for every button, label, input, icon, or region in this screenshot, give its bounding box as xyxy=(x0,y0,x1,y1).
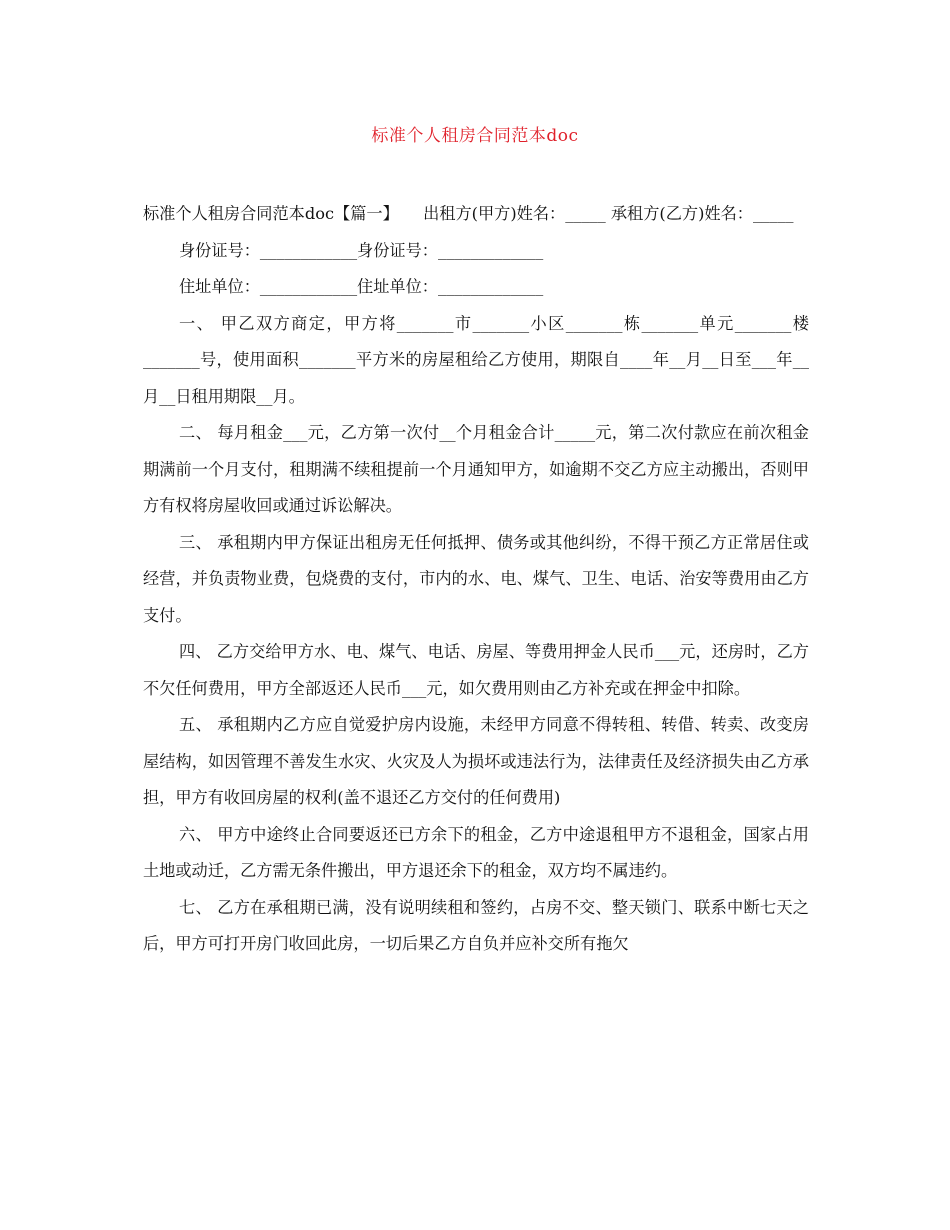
paragraph-addresses: 住址单位：____________住址单位：_____________ xyxy=(179,277,544,296)
paragraph-clause-7: 七、 乙方在承租期已满，没有说明续租和签约，占房不交、整天锁门、联系中断七天之后，甲方可打开房门收回此房，一切后果乙方自负并应补交所有拖欠 xyxy=(143,897,809,953)
paragraph-id-numbers: 身份证号：____________身份证号：_____________ xyxy=(179,240,544,260)
document-body xyxy=(143,196,809,963)
document-title: 标准个人租房合同范本doc xyxy=(371,126,579,146)
paragraph-clause-3: 三、 承租期内甲方保证出租房无任何抵押、债务或其他纠纷，不得干预乙方正常居住或经营，并负责物业费，包烧费的支付，市内的水、电、煤气、卫生、电话、治安等费用由乙方支付。 xyxy=(143,532,809,625)
paragraph-clause-6: 六、 甲方中途终止合同要返还已方余下的租金，乙方中途退租甲方不退租金，国家占用土地或动迁，乙方需无条件搬出，甲方退还余下的租金，双方均不属违约。 xyxy=(143,824,809,880)
paragraph-clause-5: 五、 承租期内乙方应自觉爱护房内设施，未经甲方同意不得转租、转借、转卖、改变房屋结构，如因管理不善发生水灾、火灾及人为损坏或违法行为，法律责任及经济损失由乙方承担，甲方有收回房屋的权利(盖不退还乙方交付的任何费用) xyxy=(143,715,809,807)
paragraph-header: 标准个人租房合同范本doc【篇一】 出租方(甲方)姓名：_____ 承租方(乙方)姓名：_____ xyxy=(143,204,794,223)
paragraph-clause-2: 二、 每月租金___元，乙方第一次付__个月租金合计_____元，第二次付款应在前次租金期满前一个月支付，租期满不续租提前一个月通知甲方，如逾期不交乙方应主动搬出，否则甲方有权将房屋收回或通过诉讼解决。 xyxy=(143,423,809,515)
paragraph-clause-1: 一、 甲乙双方商定，甲方将_______市_______小区_______栋_______单元_______楼_______号，使用面积_______平方米的房屋租给乙方使用，期限自____年__月__日至___年__月__日租用期限__月。 xyxy=(143,313,809,406)
paragraph-clause-4: 四、 乙方交给甲方水、电、煤气、电话、房屋、等费用押金人民币___元，还房时，乙方不欠任何费用，甲方全部返还人民币___元，如欠费用则由乙方补充或在押金中扣除。 xyxy=(143,642,809,698)
